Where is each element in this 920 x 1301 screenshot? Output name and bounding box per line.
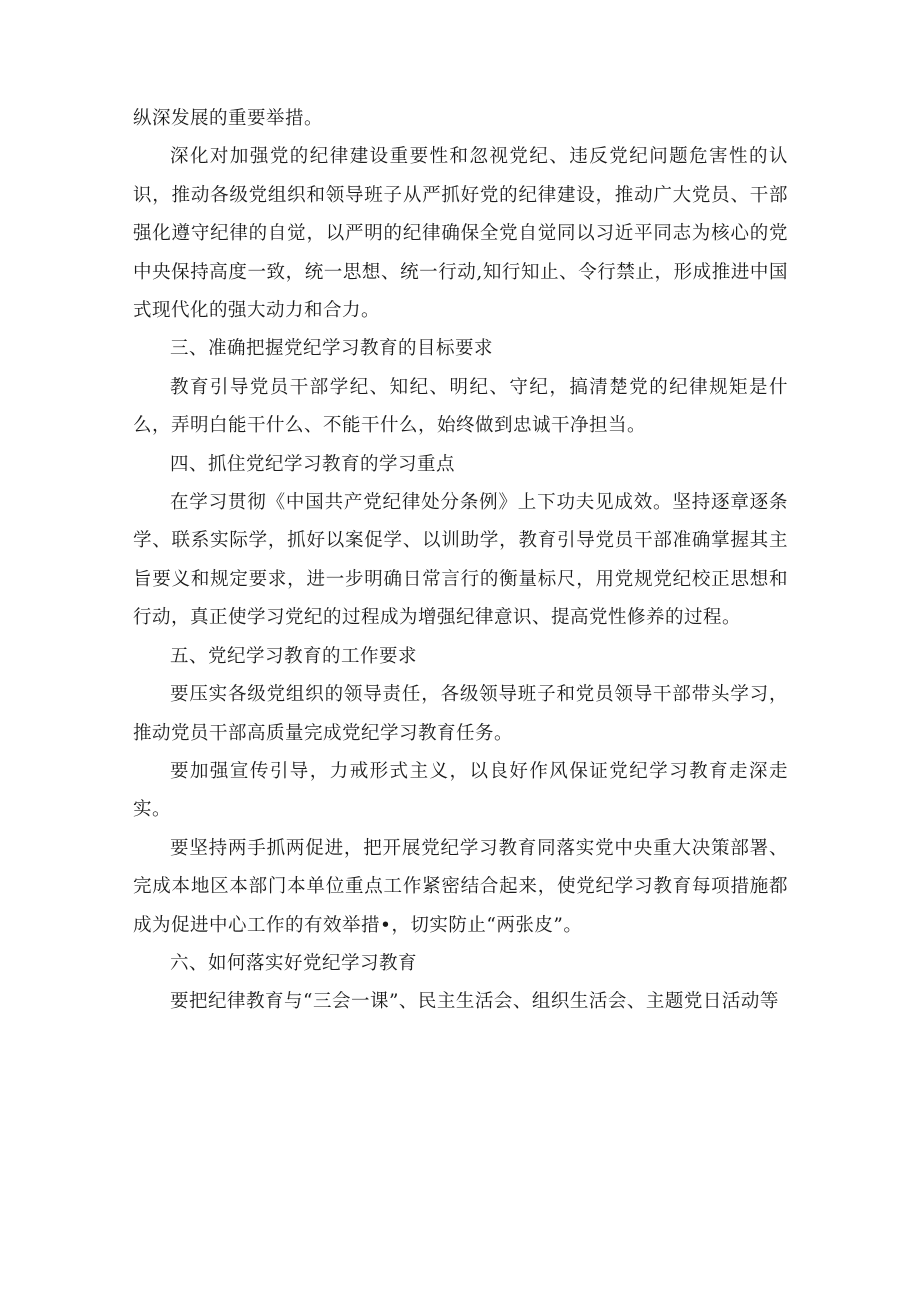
section-heading-5: 五、党纪学习教育的工作要求 [170,645,418,667]
section-heading-6: 六、如何落实好党纪学习教育 [170,952,418,974]
section-heading-3: 三、准确把握党纪学习教育的目标要求 [170,338,494,360]
paragraph-goals: 教育引导党员干部学纪、知纪、明纪、守纪，搞清楚党的纪律规矩是什么，弄明白能干什么、不能干什么，始终做到忠诚干净担当。 [133,376,788,437]
paragraph-implementation: 要把纪律教育与“三会一课”、民主生活会、组织生活会、主题党日活动等 [170,991,779,1013]
paragraph-continuation: 纵深发展的重要举措。 [133,108,324,129]
paragraph-study-focus: 在学习贯彻《中国共产党纪律处分条例》上下功夫见成效。坚持逐章逐条学、联系实际学，抓好以案促学、以训助学，教育引导党员干部准确掌握其主旨要义和规定要求，进一步明确日常言行的衡量标尺，用党规党纪校正思想和行动，真正使学习党纪的过程成为增强纪律意识、提高党性修养的过程。 [133,492,788,629]
section-heading-4: 四、抓住党纪学习教育的学习重点 [170,453,456,475]
paragraph-integration: 要坚持两手抓两促进，把开展党纪学习教育同落实党中央重大决策部署、完成本地区本部门本单位重点工作紧密结合起来，使党纪学习教育每项措施都成为促进中心工作的有效举措•，切实防止“两张皮”。 [133,837,788,936]
paragraph-publicity: 要加强宣传引导，力戒形式主义，以良好作风保证党纪学习教育走深走实。 [133,760,788,821]
paragraph-discipline-importance: 深化对加强党的纪律建设重要性和忽视党纪、违反党纪问题危害性的认识，推动各级党组织和领导班子从严抓好党的纪律建设，推动广大党员、干部强化遵守纪律的自觉，以严明的纪律确保全党自觉同以习近平同志为核心的党中央保持高度一致，统一思想、统一行动,知行知止、令行禁止，形成推进中国式现代化的强大动力和合力。 [133,146,788,322]
paragraph-leadership: 要压实各级党组织的领导责任，各级领导班子和党员领导干部带头学习，推动党员干部高质量完成党纪学习教育任务。 [133,684,788,744]
